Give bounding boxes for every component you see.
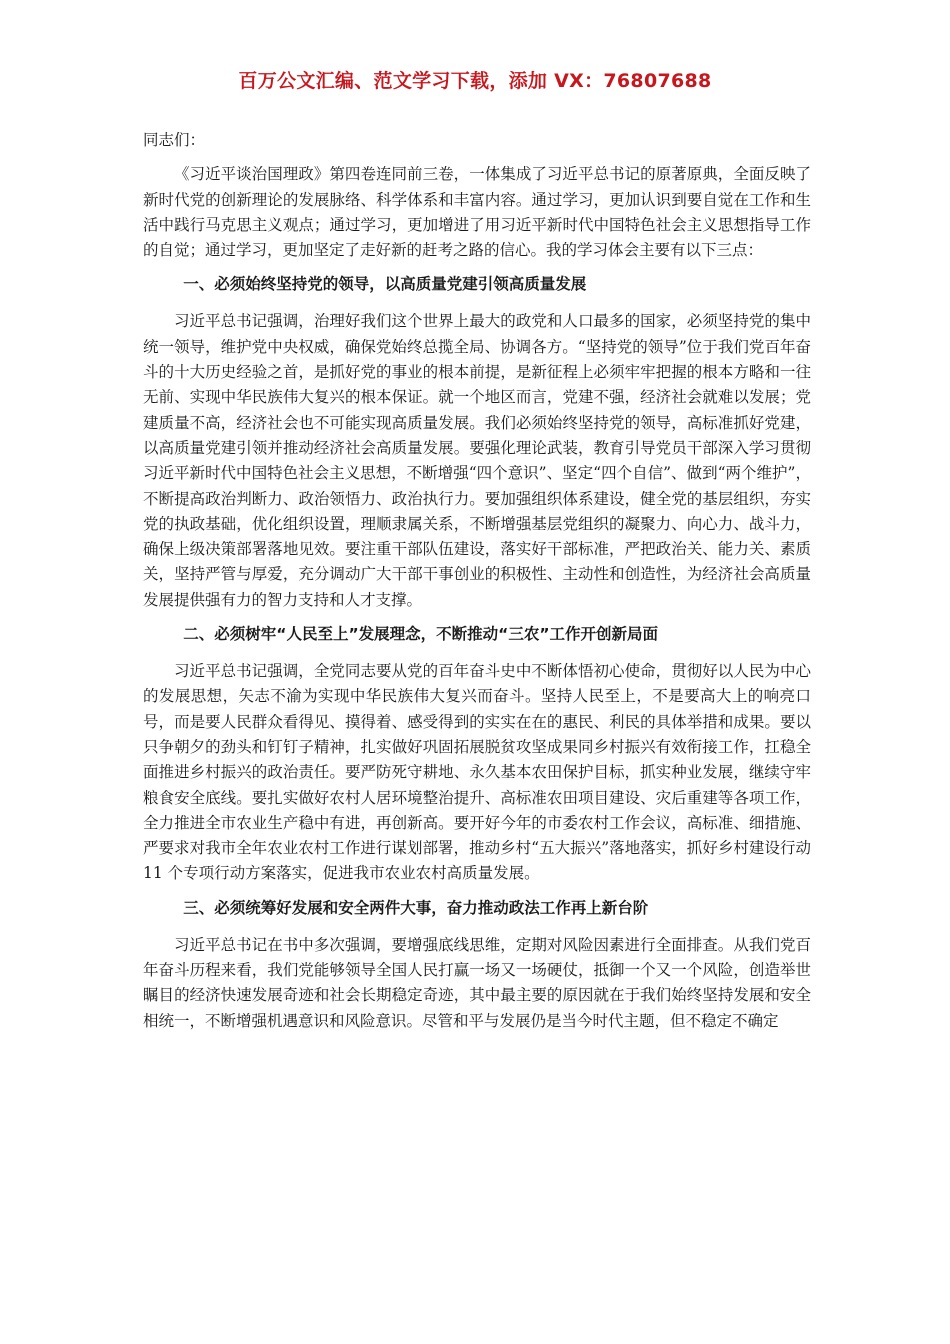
section-body-2: 习近平总书记强调，全党同志要从党的百年奋斗史中不断体悟初心使命，贯彻好以人民为中心的发展思想，矢志不渝为实现中华民族伟大复兴而奋斗。坚持人民至上，不是要高大上的响亮口号，而是要人民群众看得见、摸得着、感受得到的实实在在的惠民、利民的具体举措和成果。要以只争朝夕的劲头和钉钉子精神，扎实做好巩固拓展脱贫攻坚成果同乡村振兴有效衔接工作，扛稳全面推进乡村振兴的政治责任。要严防死守耕地、永久基本农田保护目标，抓实种业发展，继续守牢粮食安全底线。要扎实做好农村人居环境整治提升、高标准农田项目建设、灾后重建等各项工作，全力推进全市农业生产稳中有进，再创新高。要开好今年的市委农村工作会议，高标准、细措施、严要求对我市全年农业农村工作进行谋划部署，推动乡村“五大振兴”落地落实，抓好乡村建设行动 11 个专项行动方案落实，促进我市农业农村高质量发展。 — [143, 662, 811, 883]
greeting: 同志们： — [143, 131, 206, 149]
section-body-3: 习近平总书记在书中多次强调，要增强底线思维，定期对风险因素进行全面排查。从我们党百年奋斗历程来看，我们党能够领导全国人民打赢一场又一场硬仗，抵御一个又一个风险，创造举世瞩目的经济快速发展奇迹和社会长期稳定奇迹，其中最主要的原因就在于我们始终坚持发展和安全相统一，不断增强机遇意识和风险意识。尽管和平与发展仍是当今时代主题，但不稳定不确定 — [143, 935, 811, 1030]
section-heading-2: 二、必须树牢“人民至上”发展理念，不断推动“三农”工作开创新局面 — [183, 625, 659, 644]
section-heading-1: 一、必须始终坚持党的领导，以高质量党建引领高质量发展 — [183, 275, 587, 294]
document-body — [143, 128, 811, 1043]
watermark-header: 百万公文汇编、范文学习下载，添加 VX：76807688 — [238, 70, 712, 92]
section-body-1: 习近平总书记强调，治理好我们这个世界上最大的政党和人口最多的国家，必须坚持党的集中统一领导，维护党中央权威，确保党始终总揽全局、协调各方。“坚持党的领导”位于我们党百年奋斗的十大历史经验之首，是抓好党的事业的根本前提，是新征程上必须牢牢把握的根本方略和一往无前、实现中华民族伟大复兴的根本保证。就一个地区而言，党建不强，经济社会就难以发展；党建质量不高，经济社会也不可能实现高质量发展。我们必须始终坚持党的领导，高标准抓好党建，以高质量党建引领并推动经济社会高质量发展。要强化理论武装，教育引导党员干部深入学习贯彻习近平新时代中国特色社会主义思想，不断增强“四个意识”、坚定“四个自信”、做到“两个维护”，不断提高政治判断力、政治领悟力、政治执行力。要加强组织体系建设，健全党的基层组织，夯实党的执政基础，优化组织设置，理顺隶属关系，不断增强基层党组织的凝聚力、向心力、战斗力，确保上级决策部署落地见效。要注重干部队伍建设，落实好干部标准，严把政治关、能力关、素质关，坚持严管与厚爱，充分调动广大干部干事创业的积极性、主动性和创造性，为经济社会高质量发展提供强有力的智力支持和人才支撑。 — [143, 312, 811, 609]
section-heading-3: 三、必须统筹好发展和安全两件大事，奋力推动政法工作再上新台阶 — [183, 898, 649, 917]
intro-paragraph: 《习近平谈治国理政》第四卷连同前三卷，一体集成了习近平总书记的原著原典，全面反映了新时代党的创新理论的发展脉络、科学体系和丰富内容。通过学习，更加认识到要自觉在工作和生活中践行马克思主义观点；通过学习，更加增进了用习近平新时代中国特色社会主义思想指导工作的自觉；通过学习，更加坚定了走好新的赶考之路的信心。我的学习体会主要有以下三点： — [143, 165, 811, 260]
